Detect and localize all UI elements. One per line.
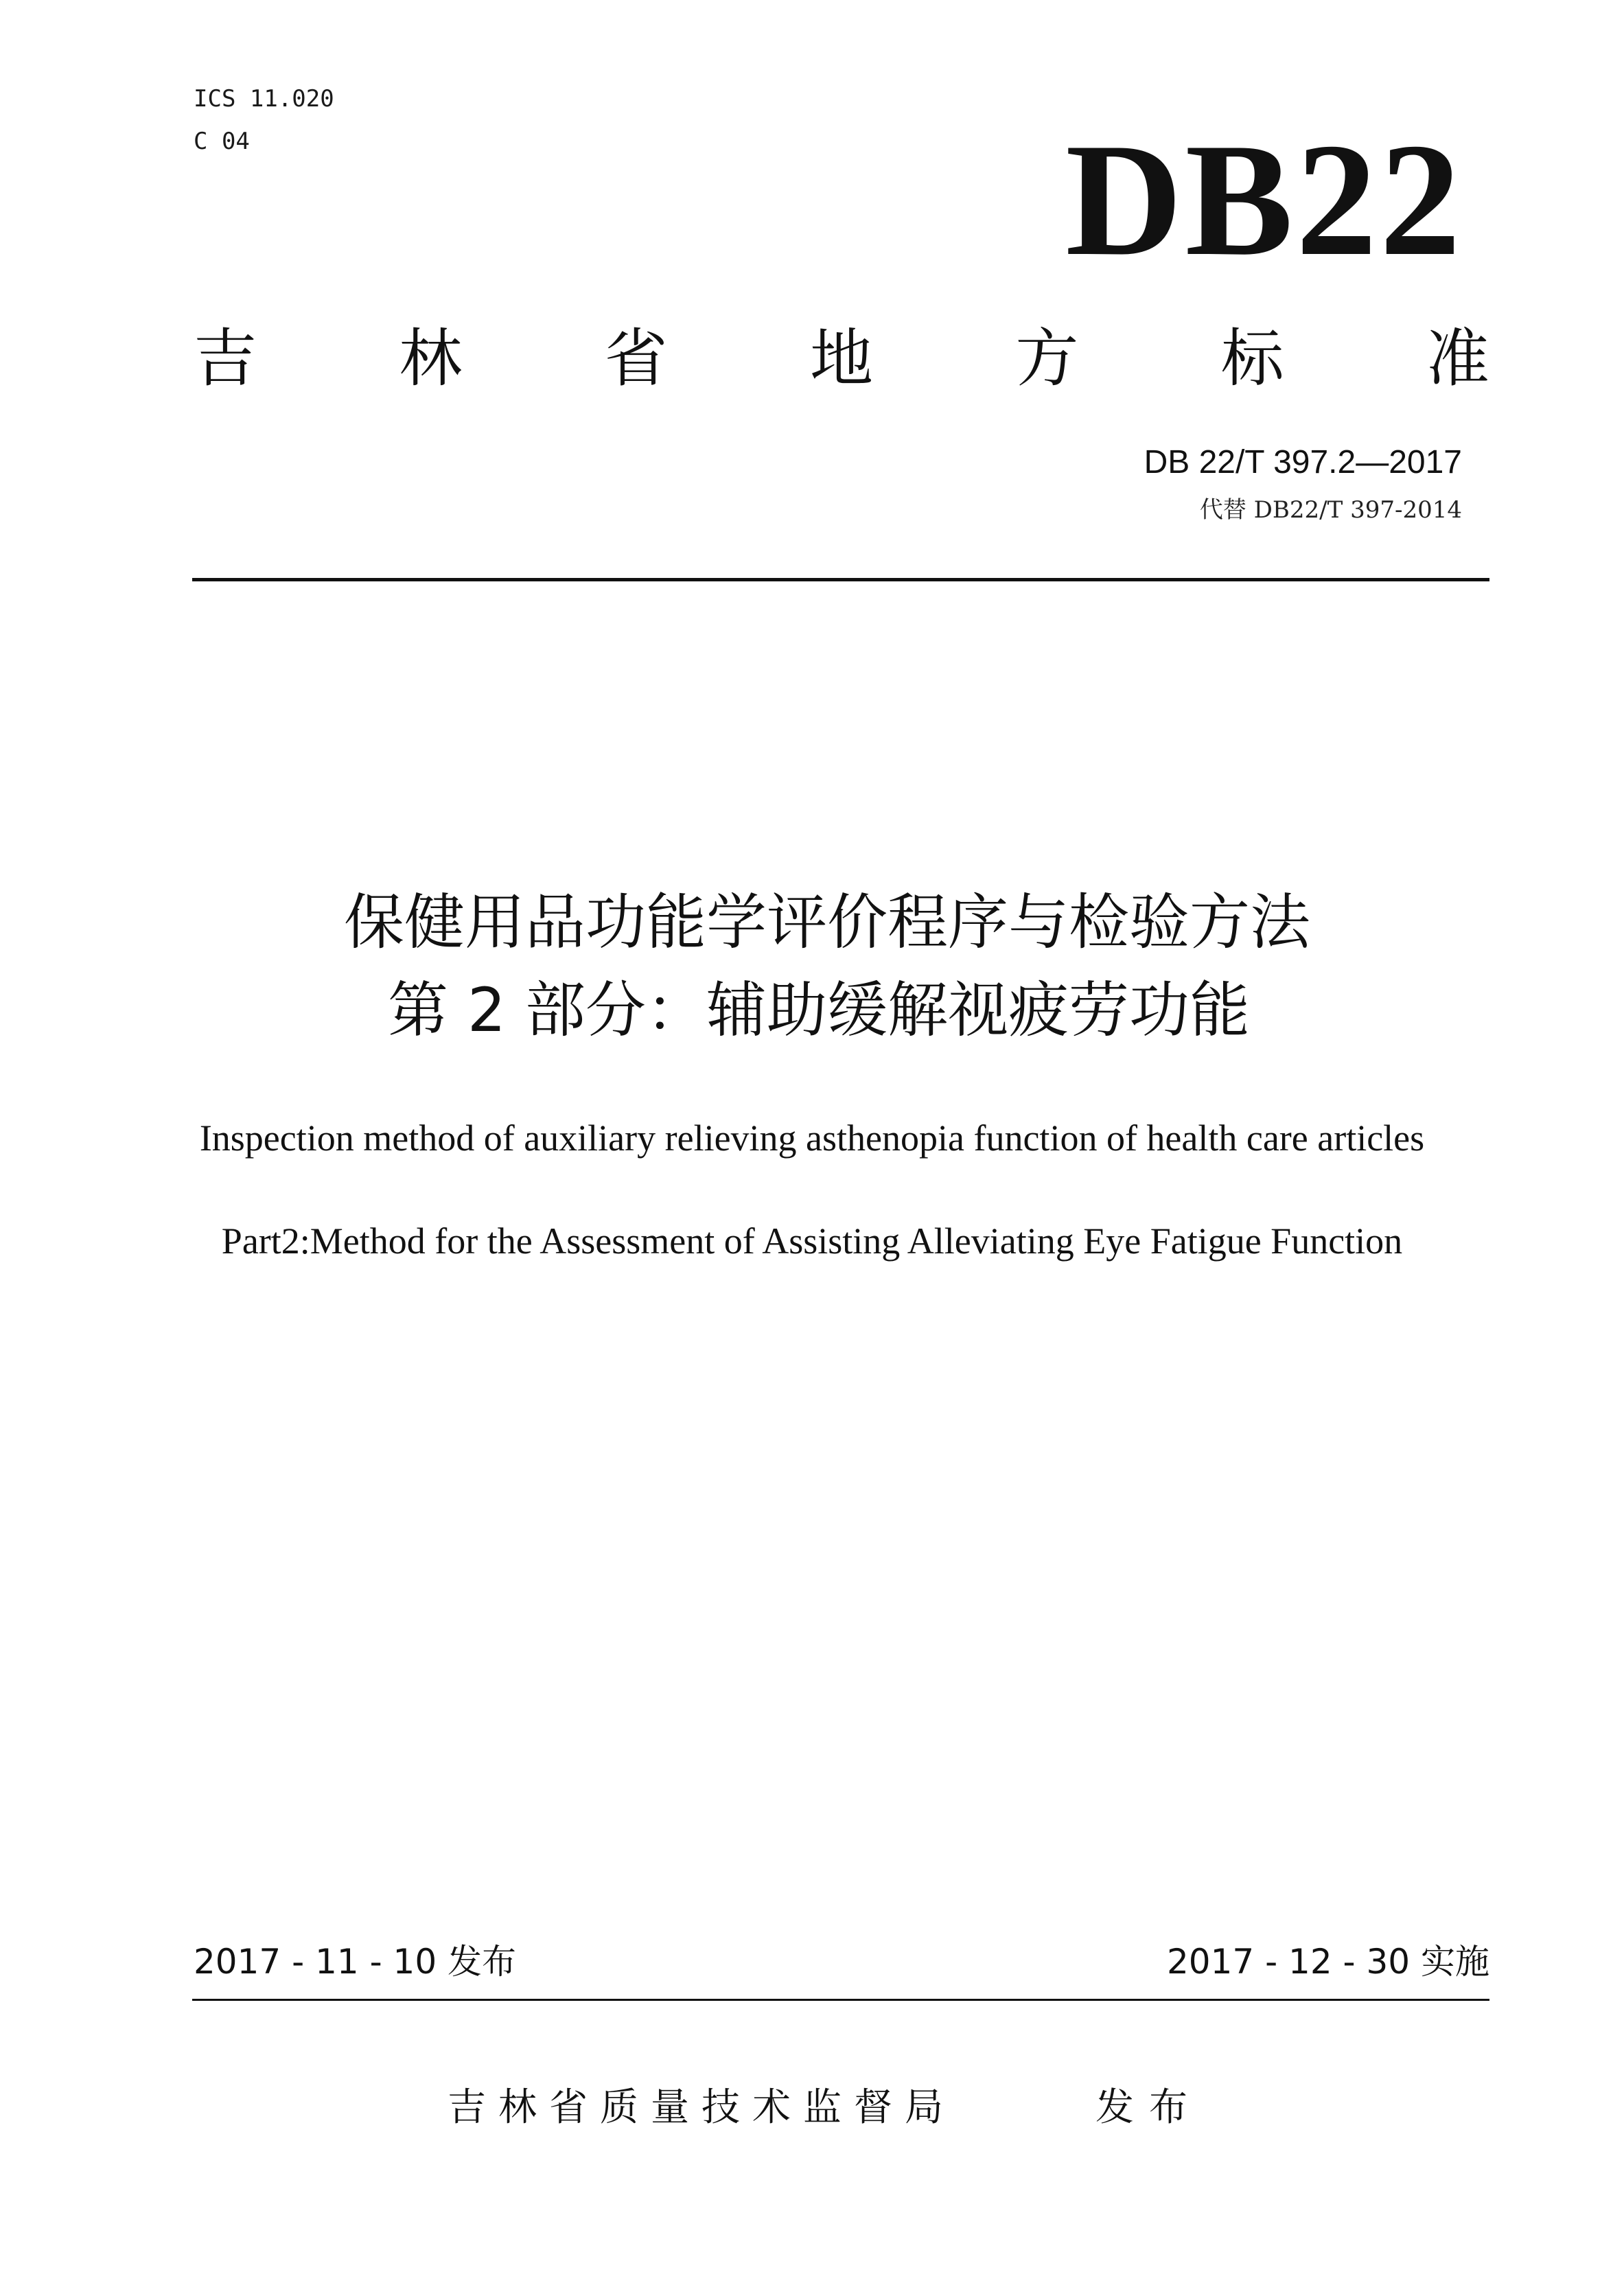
top-divider (192, 578, 1489, 581)
bottom-divider (192, 1999, 1489, 2001)
standard-type-heading (194, 321, 1489, 397)
implementation-date: 2017 - 12 - 30 实施 (1166, 1942, 1489, 1982)
issue-date: 2017 - 11 - 10 发布 (194, 1942, 517, 1982)
chinese-title-line-1: 保健用品功能学评价程序与检验方法 (343, 887, 1310, 958)
ics-code: ICS 11.020 (194, 85, 334, 113)
standard-type-char: 准 (1426, 322, 1489, 395)
chinese-title-line-2: 第 2 部分：辅助缓解视疲劳功能 (388, 975, 1250, 1045)
standard-type-char: 地 (809, 322, 873, 395)
replaces-standard: 代替 DB22/T 397-2014 (1199, 496, 1462, 524)
ccs-code: C 04 (194, 128, 250, 155)
english-title-line-2: Part2:Method for the Assessment of Assisting Alleviating Eye Fatigue Function (221, 1220, 1403, 1262)
standard-type-char: 吉 (194, 322, 257, 395)
issuing-authority: 吉林省质量技术监督局 (448, 2085, 955, 2130)
standard-type-char: 标 (1220, 322, 1284, 395)
english-title-line-1: Inspection method of auxiliary relieving asthenopia function of health care articles (199, 1117, 1425, 1159)
standard-number: DB 22/T 397.2—2017 (1144, 444, 1462, 480)
issue-action-label: 发布 (1095, 2085, 1203, 2130)
standard-type-char: 省 (604, 322, 668, 395)
standard-type-char: 方 (1015, 322, 1079, 395)
standard-logo: DB22 (1065, 111, 1463, 290)
standard-type-char: 林 (399, 322, 463, 395)
